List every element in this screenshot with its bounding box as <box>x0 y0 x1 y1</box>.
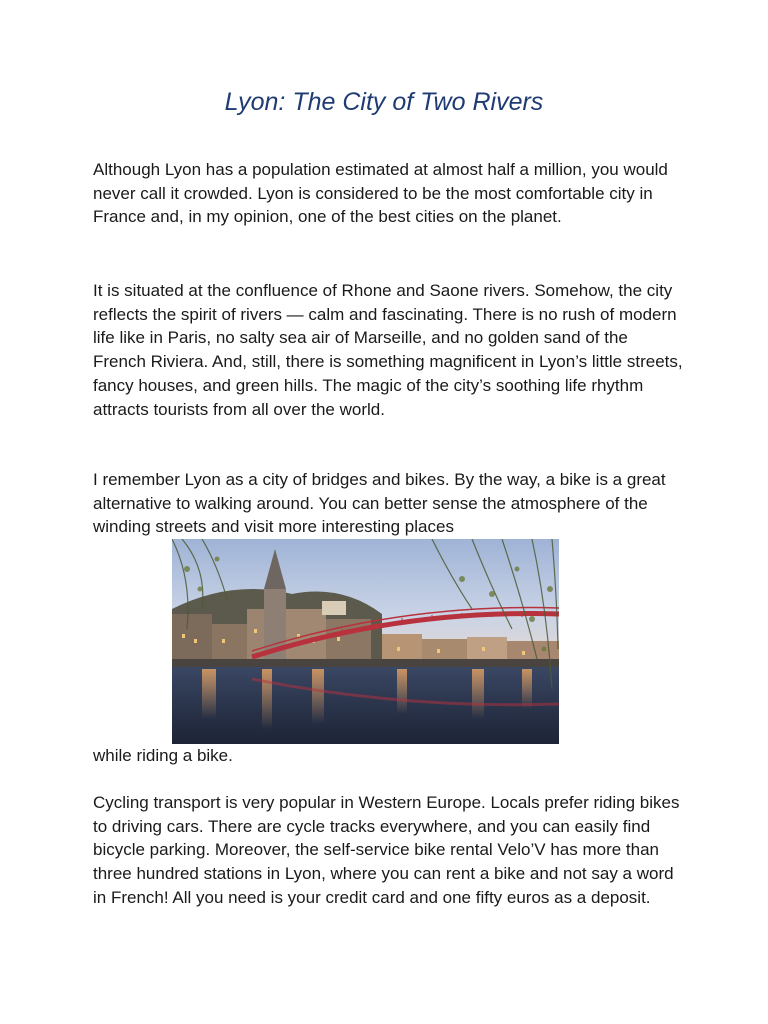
page-title: Lyon: The City of Two Rivers <box>224 88 544 116</box>
lyon-river-photo <box>172 539 559 744</box>
paragraph-population: Although Lyon has a population estimated at almost half a million, you would never call it crowded. Lyon is considered to be the most comfortable city in France and, in my opinion, one of the best cities on the planet. <box>93 160 668 227</box>
paragraph-cycling: Cycling transport is very popular in Western Europe. Locals prefer riding bikes to driving cars. There are cycle tracks everywhere, and you can easily find bicycle parking. Moreover, the self-service bike rental Velo’V has more than three hundred stations in Lyon, where you can rent a bike and not say a word in French! All you need is your credit card and one fifty euros as a deposit. <box>93 793 680 907</box>
paragraph-bridges-bikes: I remember Lyon as a city of bridges and bikes. By the way, a bike is a great alternative to walking around. You can better sense the atmosphere of the winding streets and visit more interesting places <box>93 470 666 537</box>
paragraph-bridges-bikes-continued: while riding a bike. <box>93 746 233 765</box>
paragraph-rivers: It is situated at the confluence of Rhone and Saone rivers. Somehow, the city reflects the spirit of rivers — calm and fascinating. There is no rush of modern life like in Paris, no salty sea air of Marseille, and no golden sand of the French Riviera. And, still, there is something magnificent in Lyon’s little streets, fancy houses, and green hills. The magic of the city’s soothing life rhythm attracts tourists from all over the world. <box>93 281 683 419</box>
